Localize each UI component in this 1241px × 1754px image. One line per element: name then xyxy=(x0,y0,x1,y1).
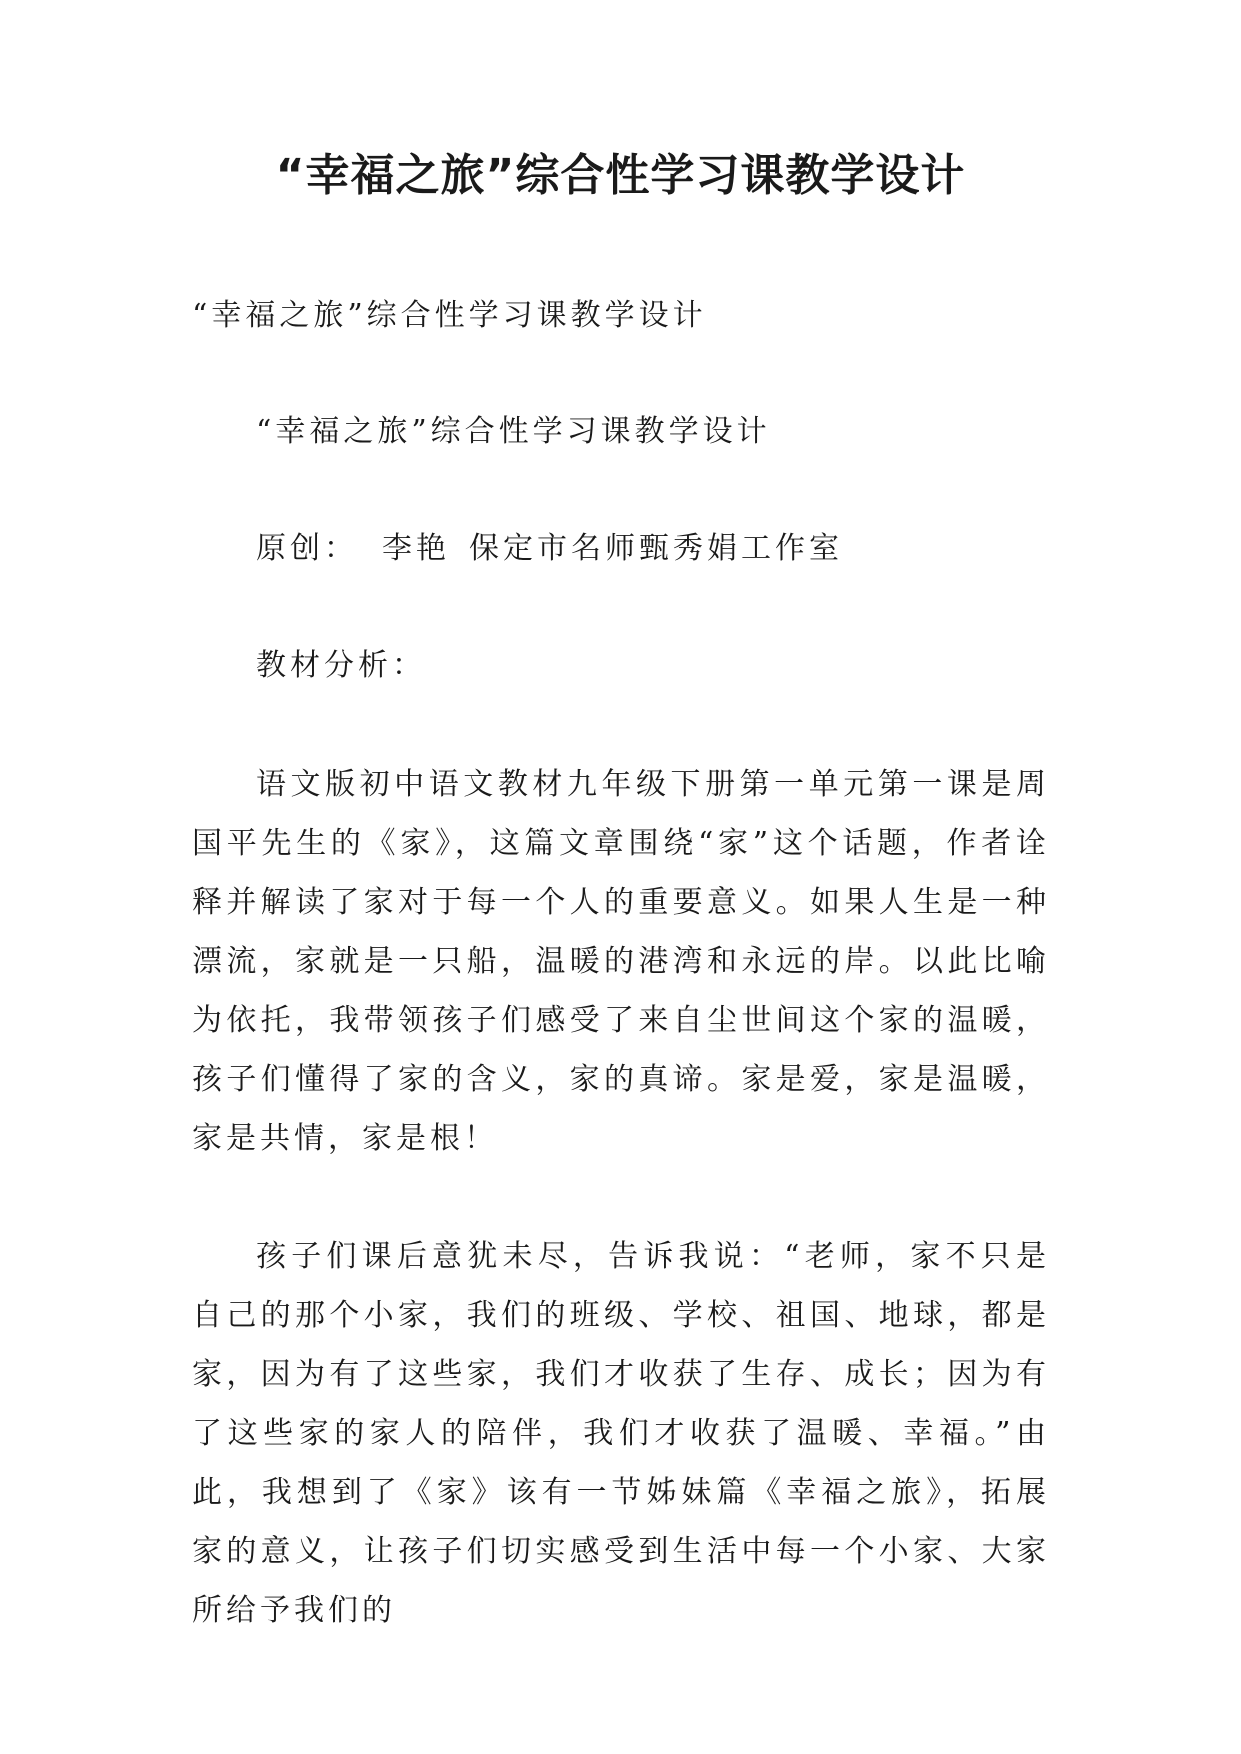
body-paragraph: 孩子们课后意犹未尽，告诉我说：“老师，家不只是自己的那个小家，我们的班级、学校、祖国、地球，都是家，因为有了这些家，我们才收获了生存、成长；因为有了这些家的家人的陪伴，我们才收获了温暖、幸福。”由此，我想到了《家》该有一节姊妹篇《幸福之旅》，拓展家的意义，让孩子们切实感受到生活中每一个小家、大家所给予我们的 xyxy=(192,1239,1050,1628)
author-line xyxy=(256,531,843,567)
author-prefix: 原创： xyxy=(256,531,358,566)
subtitle-second: “幸福之旅”综合性学习课教学设计 xyxy=(256,414,771,449)
subtitle-first: “幸福之旅”综合性学习课教学设计 xyxy=(192,298,707,333)
author-organization: 保定市名师甄秀娟工作室 xyxy=(469,531,843,566)
author-name: 李艳 xyxy=(382,531,450,566)
section-heading: 教材分析： xyxy=(256,648,426,683)
document-title: “幸福之旅”综合性学习课教学设计 xyxy=(275,150,966,201)
body-paragraph: 语文版初中语文教材九年级下册第一单元第一课是周国平先生的《家》，这篇文章围绕“家”这个话题，作者诠释并解读了家对于每一个人的重要意义。如果人生是一种漂流，家就是一只船，温暖的港湾和永远的岸。以此比喻为依托，我带领孩子们感受了来自尘世间这个家的温暖，孩子们懂得了家的含义，家的真谛。家是爱，家是温暖，家是共情，家是根！ xyxy=(192,767,1050,1156)
